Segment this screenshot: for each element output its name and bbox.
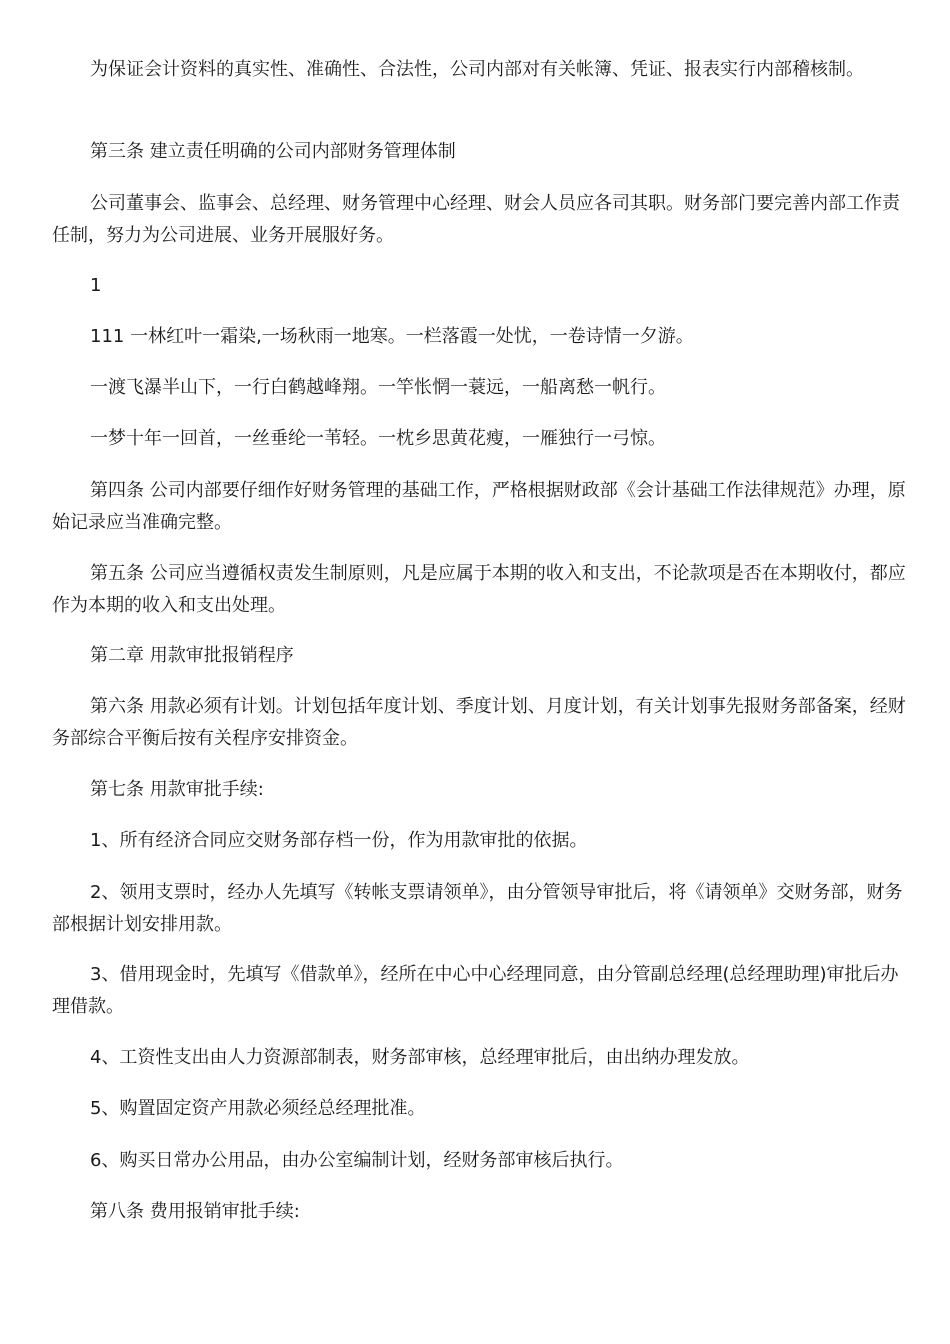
article-3-body: 公司董事会、监事会、总经理、财务管理中心经理、财会人员应各司其职。财务部门要完善内部工作责任制，努力为公司进展、业务开展服好务。 bbox=[52, 193, 900, 246]
poem-line-2: 一渡飞瀑半山下，一行白鹤越峰翔。一竿怅惘一蓑远，一船离愁一帆行。 bbox=[90, 377, 666, 398]
article-3-heading: 第三条 建立责任明确的公司内部财务管理体制 bbox=[90, 141, 456, 162]
paragraph-audit-intro: 为保证会计资料的真实性、准确性、合法性，公司内部对有关帐簿、凭证、报表实行内部稽核制。 bbox=[90, 59, 864, 80]
article-7-item-6: 6、购买日常办公用品，由办公室编制计划，经财务部审核后执行。 bbox=[90, 1150, 624, 1171]
chapter-2-heading: 第二章 用款审批报销程序 bbox=[90, 645, 294, 666]
page-number-line: 1 bbox=[90, 275, 102, 296]
article-7-item-2: 2、领用支票时，经办人先填写《转帐支票请领单》，由分管领导审批后，将《请领单》交财务部，财务部根据计划安排用款。 bbox=[52, 882, 903, 935]
article-8-heading: 第八条 费用报销审批手续: bbox=[90, 1201, 300, 1222]
article-4: 第四条 公司内部要仔细作好财务管理的基础工作，严格根据财政部《会计基础工作法律规范》办理，原始记录应当准确完整。 bbox=[52, 480, 906, 533]
article-7-item-5: 5、购置固定资产用款必须经总经理批准。 bbox=[90, 1098, 426, 1119]
article-5: 第五条 公司应当遵循权责发生制原则，凡是应属于本期的收入和支出，不论款项是否在本期收付，都应作为本期的收入和支出处理。 bbox=[52, 563, 906, 616]
article-6: 第六条 用款必须有计划。计划包括年度计划、季度计划、月度计划，有关计划事先报财务部备案，经财务部综合平衡后按有关程序安排资金。 bbox=[52, 696, 906, 749]
poem-line-3: 一梦十年一回首，一丝垂纶一苇轻。一枕乡思黄花瘦，一雁独行一弓惊。 bbox=[90, 428, 666, 449]
article-7-heading: 第七条 用款审批手续: bbox=[90, 779, 264, 800]
article-7-item-4: 4、工资性支出由人力资源部制表，财务部审核，总经理审批后，由出纳办理发放。 bbox=[90, 1047, 750, 1068]
article-7-item-3: 3、借用现金时，先填写《借款单》，经所在中心中心经理同意，由分管副总经理(总经理助理)审批后办理借款。 bbox=[52, 964, 899, 1017]
poem-line-1: 111 一林红叶一霜染,一场秋雨一地寒。一栏落霞一处忧，一卷诗情一夕游。 bbox=[90, 326, 694, 347]
article-7-item-1: 1、所有经济合同应交财务部存档一份，作为用款审批的依据。 bbox=[90, 830, 588, 851]
